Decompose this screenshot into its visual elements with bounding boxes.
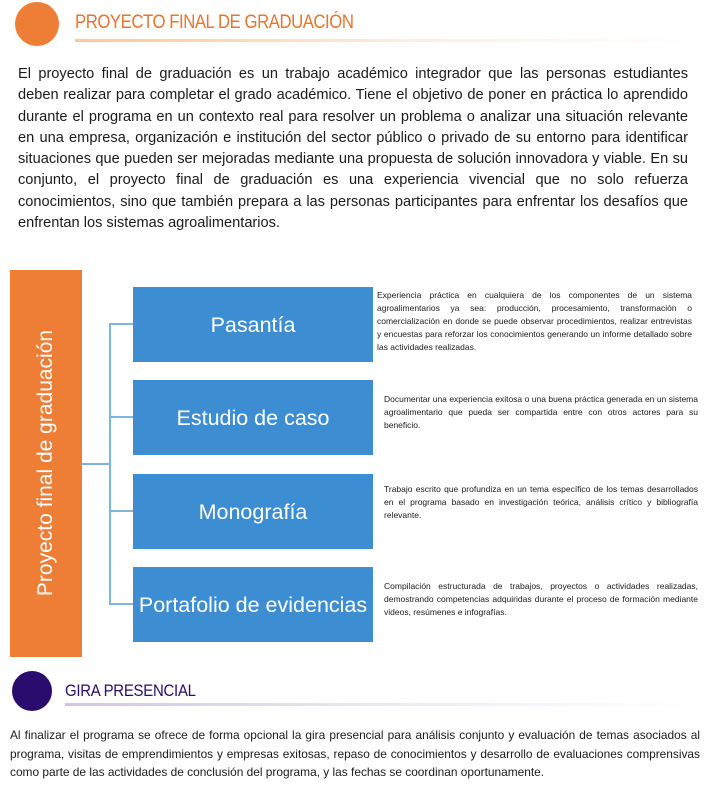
section-underline	[75, 39, 707, 42]
section-bullet-orange	[15, 2, 59, 46]
connector-branch-3	[109, 510, 133, 512]
option-box-estudio-de-caso: Estudio de caso	[133, 380, 373, 455]
connector-branch-2	[109, 416, 133, 418]
section-title-proyecto: PROYECTO FINAL DE GRADUACIÓN	[75, 12, 354, 33]
option-description-pasantia: Experiencia práctica en cualquiera de los componentes de un sistema agroalimentarios ya sea: producción, procesamiento, transformación o comercialización en donde se puede observar procedimientos, realizar entrevistas y encuestas para reforzar los conocimientos generando un informe detallado sobre las actividades realizadas.	[377, 290, 692, 352]
section-title-gira: GIRA PRESENCIAL	[65, 681, 196, 700]
option-description-estudio-de-caso: Documentar una experiencia exitosa o una buena práctica generada en un sistema agroalimentario que pueda ser compartida entre con otros actores para su beneficio.	[384, 394, 698, 430]
option-description-monografia: Trabajo escrito que profundiza en un tema específico de los temas desarrollados en el programa basado en investigación teórica, análisis crítico y bibliografía relevante.	[384, 484, 698, 520]
option-box-pasantia: Pasantía	[133, 287, 373, 362]
connector-branch-4	[109, 603, 133, 605]
option-box-monografia: Monografía	[133, 474, 373, 549]
gira-paragraph: Al finalizar el programa se ofrece de forma opcional la gira presencial para análisis conjunto y evaluación de temas asociados al programa, visitas de emprendimientos y empresas exitosas, repaso de conocimientos y desarrollo de evaluaciones comprensivas como parte de las actividades de conclusión del programa, y las fechas se coordinan oportunamente.	[10, 728, 700, 779]
connector-spine	[109, 323, 111, 605]
connector-trunk	[82, 463, 110, 465]
section-underline-2	[65, 703, 707, 706]
option-box-portafolio: Portafolio de evidencias	[133, 567, 373, 642]
diagram-root-label: Proyecto final de graduación	[34, 329, 57, 597]
connector-branch-1	[109, 323, 133, 325]
option-description-portafolio: Compilación estructurada de trabajos, proyectos o actividades realizadas, demostrando competencias adquiridas durante el proceso de formación mediante videos, resúmenes e infografías.	[384, 581, 698, 617]
section-bullet-purple	[12, 671, 52, 711]
intro-paragraph: El proyecto final de graduación es un trabajo académico integrador que las personas estudiantes deben realizar para completar el grado académico. Tiene el objetivo de poner en práctica lo aprendido durante el programa en un contexto real para resolver un problema o analizar una situación relevante en una empresa, organización e institución del sector público o privado de su entorno para identificar situaciones que pueden ser mejoradas mediante una propuesta de solución innovadora y viable. En su conjunto, el proyecto final de graduación es una experiencia vivencial que no solo refuerza conocimientos, sino que también prepara a las personas participantes para enfrentar los desafíos que enfrentan los sistemas agroalimentarios.	[18, 66, 688, 232]
